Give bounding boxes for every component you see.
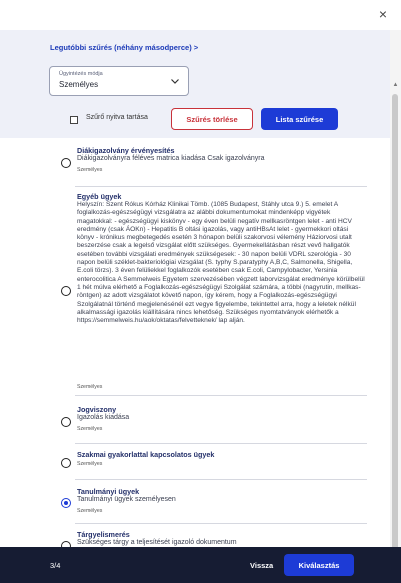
divider (75, 479, 367, 480)
close-icon[interactable]: × (378, 6, 388, 22)
handling-mode-select[interactable] (49, 66, 189, 96)
select-label: Ügyintézés módja (59, 71, 103, 77)
scrollbar[interactable] (390, 30, 401, 547)
list-item[interactable] (55, 450, 367, 476)
list-item[interactable] (55, 405, 367, 439)
item-title: Tárgyelismerés (77, 530, 130, 539)
scroll-up-icon[interactable]: ▲ (392, 82, 399, 88)
radio-button[interactable] (61, 158, 71, 168)
footer-bar (0, 547, 401, 583)
item-description: Tanulmányi ügyek személyesen (77, 496, 176, 503)
keep-open-checkbox[interactable] (70, 116, 78, 124)
filter-panel (0, 30, 390, 138)
item-title: Jogviszony (77, 405, 117, 414)
divider (75, 395, 367, 396)
item-description: Igazolás kiadása (77, 414, 130, 421)
keep-open-label: Szűrő nyitva tartása (86, 114, 148, 121)
item-title: Diákigazolvány érvényesítés (77, 146, 175, 155)
select-button[interactable]: Kiválasztás (284, 554, 354, 576)
list-item[interactable] (55, 487, 367, 521)
list-item[interactable] (55, 192, 367, 392)
item-description: Helyszín: Szent Rókus Kórház Klinikai Tömb. (1085 Budapest, Stáhly utca 9.) 5. emelet A foglalkozás-egészségügyi vizsgálatra az alábbi dokumentumokat mindenképp vigyétek magatokkal: - egészségügyi kiskönyv - egy éven belüli negatív mellkasröntgen lelet - anti HCV eredmény (csak ÁOKn) - Hepatitis B oltási igazolás, vagy antiHBsAt lelet - gyermekkori oltási könyv - krónikus megbetegedés esetén 3 hónapon belüli szakorvosi vélemény Háziorvosi utalt beszerzése csak a legelső vizsgálat előtt szükséges. Gyermekellátásban részt vevő hallgatók esetében további vizsgálati eredmények szükségesek: - 30 napon belüli VDRL szerológia - 30 napon belüli széklet-bakteriológiai vizsgálat (S. typhy S.paratyphy A,B,C, Salmonella, Shigella, E.coli törzs). 3 éven felüliekkel foglalkozók esetében csak E.coli, Campylobacter, Yersinia enterocolitica A Semmelweis Egyetem szervezésében végzett laborvizsgálat eredménye körülbelül 1 hét múlva elérhető a Foglalkozás-egészségügyi Szolgálat számára, a többi (nagyrutin, mellkas-röntgen) az adott vizsgálatot követő napon, így kérem, hogy a Foglalkozás-egészségügyi Szolgálatnál történő megjelenésénél ezt vegye figyelembe, tekintettel arra, hogy a leletek nélkül alkalmassági igazolás kiállítására nincs lehetőség. Szükséges nyomtatványok elérhetők a https://semmelweis.hu/aok/oktatas/felvetteknek/ lap alján. (77, 201, 365, 325)
item-tag: Személyes (77, 461, 103, 467)
item-title: Tanulmányi ügyek (77, 487, 140, 496)
item-tag: Személyes (77, 167, 103, 173)
clear-filter-button[interactable]: Szűrés törlése (171, 108, 253, 130)
divider (75, 443, 367, 444)
option-list (0, 140, 390, 547)
item-description: Szükséges tárgy a teljesítését igazoló dokumentum (77, 539, 237, 546)
select-value: Személyes (59, 80, 99, 89)
chevron-down-icon (170, 76, 180, 86)
page-indicator: 3/4 (50, 561, 61, 570)
divider (75, 523, 367, 524)
radio-button[interactable] (61, 286, 71, 296)
radio-button-selected[interactable] (61, 498, 71, 508)
divider (75, 186, 367, 187)
radio-button[interactable] (61, 417, 71, 427)
item-tag: Személyes (77, 426, 103, 432)
list-item[interactable] (55, 146, 367, 184)
item-title: Egyéb ügyek (77, 192, 122, 201)
radio-button[interactable] (61, 458, 71, 468)
item-tag: Személyes (77, 384, 103, 390)
back-button[interactable]: Vissza (250, 561, 274, 570)
item-tag: Személyes (77, 508, 103, 514)
scrollbar-thumb[interactable] (392, 94, 398, 574)
item-title: Szakmai gyakorlattal kapcsolatos ügyek (77, 450, 215, 459)
item-description: Diákigazolványra féléves matrica kiadása Csak igazolványra (77, 155, 265, 162)
apply-filter-button[interactable]: Lista szűrése (261, 108, 338, 130)
recent-filter-link[interactable]: Legutóbbi szűrés (néhány másodperce) > (50, 43, 199, 52)
